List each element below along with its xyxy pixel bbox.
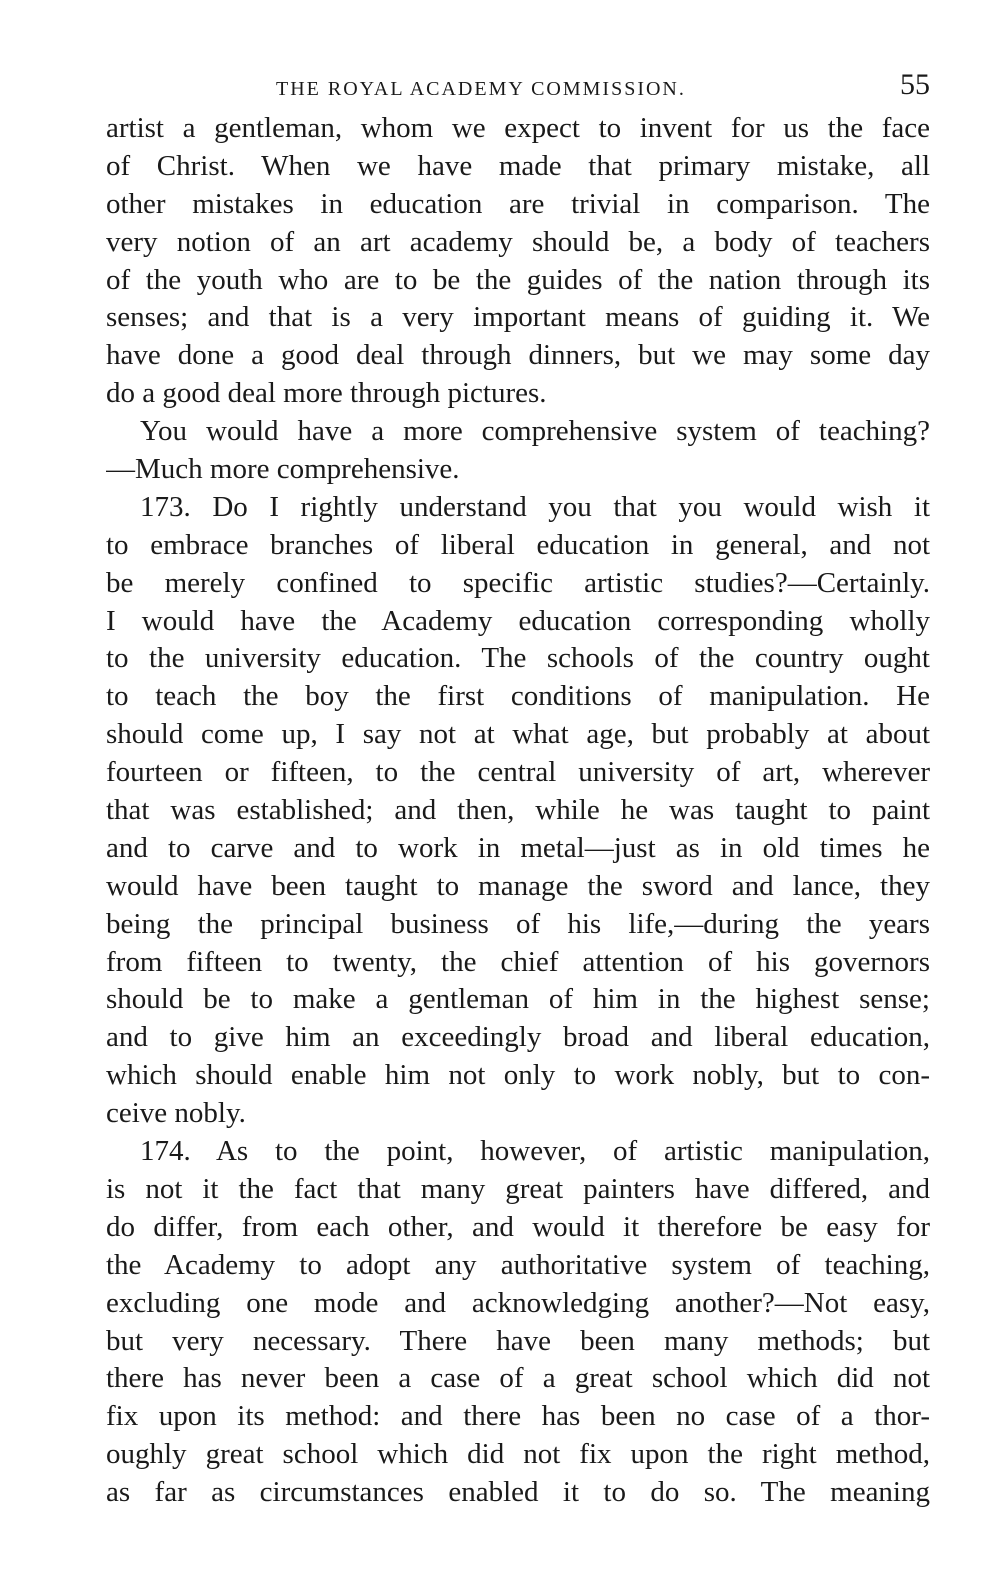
text-line: the Academy to adopt any authoritative system of teaching, — [106, 1248, 930, 1281]
running-head — [106, 66, 930, 110]
text-line: I would have the Academy education corresponding wholly — [106, 604, 930, 637]
text-line: fix upon its method: and there has been no case of a thor- — [106, 1400, 930, 1433]
text-line: which should enable him not only to work nobly, but to con- — [106, 1059, 930, 1092]
text-line: oughly great school which did not fix upon the right method, — [106, 1438, 930, 1471]
text-line: 174. As to the point, however, of artistic manipulation, — [140, 1135, 930, 1168]
text-line: would have been taught to manage the sword and lance, they — [106, 869, 930, 902]
text-line: should come up, I say not at what age, but probably at about — [106, 718, 930, 751]
text-line: from fifteen to twenty, the chief attention of his governors — [106, 945, 930, 978]
body-text — [106, 110, 930, 1512]
text-line: ceive nobly. — [106, 1097, 246, 1130]
text-line: have done a good deal through dinners, but we may some day — [106, 339, 930, 372]
text-line: is not it the fact that many great painters have differed, and — [106, 1172, 930, 1205]
text-line: very notion of an art academy should be, a body of teachers — [106, 225, 930, 258]
text-line: artist a gentleman, whom we expect to invent for us the face — [106, 112, 930, 144]
text-line: 173. Do I rightly understand you that you would wish it — [140, 490, 930, 523]
text-line: other mistakes in education are trivial in comparison. The — [106, 187, 930, 220]
text-line: excluding one mode and acknowledging another?—Not easy, — [106, 1286, 930, 1319]
text-line: —Much more comprehensive. — [106, 453, 460, 486]
page-number: 55 — [900, 68, 930, 101]
text-line: of Christ. When we have made that primary mistake, all — [106, 149, 930, 182]
text-line: as far as circumstances enabled it to do so. The meaning — [106, 1476, 930, 1509]
text-line: that was established; and then, while he was taught to paint — [106, 794, 930, 827]
text-line: should be to make a gentleman of him in the highest sense; — [106, 983, 930, 1016]
text-line: senses; and that is a very important means of guiding it. We — [106, 301, 930, 334]
text-line: to embrace branches of liberal education in general, and not — [106, 528, 930, 561]
text-line: do a good deal more through pictures. — [106, 377, 547, 410]
text-line: and to give him an exceedingly broad and liberal education, — [106, 1021, 930, 1054]
text-line: fourteen or fifteen, to the central university of art, wherever — [106, 756, 930, 789]
text-line: there has never been a case of a great school which did not — [106, 1362, 930, 1395]
text-line: and to carve and to work in metal—just as in old times he — [106, 831, 930, 864]
text-line: to the university education. The schools of the country ought — [106, 642, 930, 675]
text-line: of the youth who are to be the guides of the nation through its — [106, 263, 930, 296]
text-line: but very necessary. There have been many methods; but — [106, 1324, 930, 1357]
text-line: do differ, from each other, and would it therefore be easy for — [106, 1210, 930, 1243]
text-line: You would have a more comprehensive system of teaching? — [140, 415, 930, 448]
book-page — [106, 66, 930, 1512]
running-title: THE ROYAL ACADEMY COMMISSION. — [276, 78, 686, 100]
text-line: be merely confined to specific artistic studies?—Certainly. — [106, 566, 930, 599]
text-line: to teach the boy the first conditions of manipulation. He — [106, 680, 930, 713]
text-line: being the principal business of his life,—during the years — [106, 907, 930, 940]
